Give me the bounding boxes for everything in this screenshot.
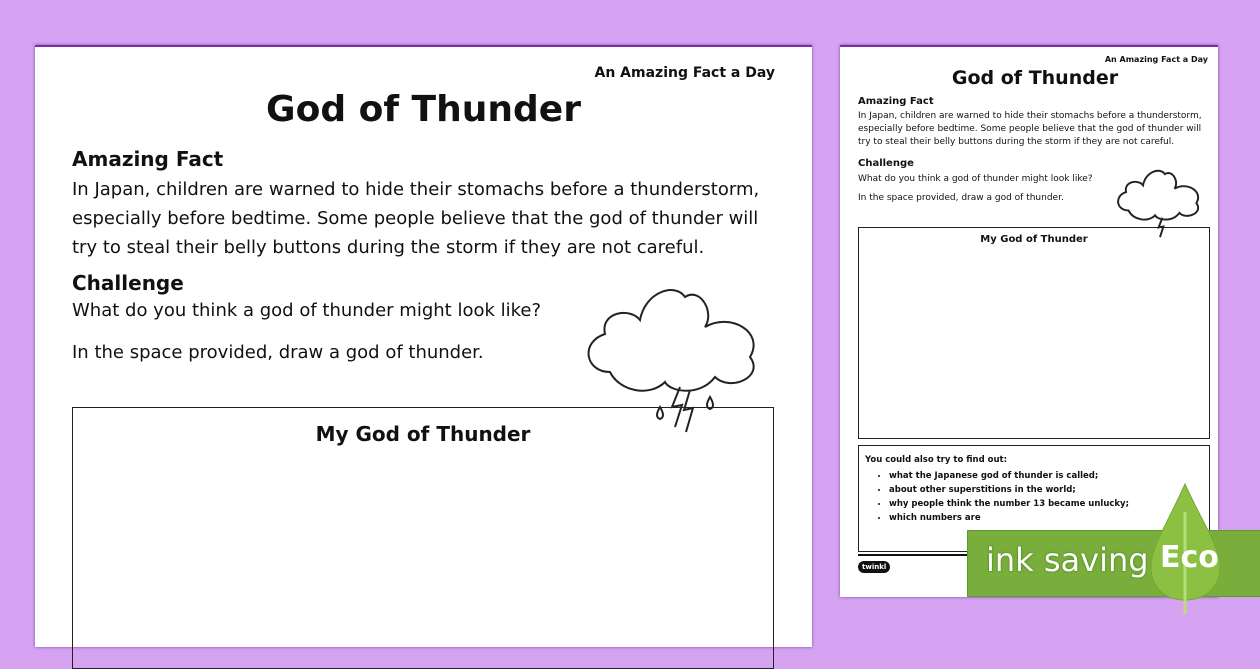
fact-text: In Japan, children are warned to hide their stomachs before a thunderstorm, especially before bedtime. Some people believe that the god of thunder will try to steal their belly buttons during the storm if they are not careful.: [858, 111, 1202, 147]
challenge-question: What do you think a god of thunder might look like?: [72, 300, 542, 321]
ink-saving-text: ink saving: [986, 541, 1149, 579]
challenge-task: In the space provided, draw a god of thunder.: [72, 342, 484, 363]
page-title: God of Thunder: [951, 67, 1119, 89]
challenge-heading: Challenge: [858, 158, 914, 169]
challenge-heading: Challenge: [72, 271, 184, 295]
challenge-question: What do you think a god of thunder might look like?: [858, 174, 1093, 184]
list-item: • about other superstitions in the world;: [889, 485, 1209, 495]
list-item: • why people think the number 13 became unlucky;: [889, 499, 1209, 509]
extra-heading: You could also try to find out:: [865, 455, 1007, 465]
drawing-box-title: My God of Thunder: [315, 422, 531, 446]
page-title: God of Thunder: [266, 89, 581, 130]
challenge-task: In the space provided, draw a god of thunder.: [858, 193, 1064, 203]
series-label: An Amazing Fact a Day: [594, 65, 775, 81]
eco-label: Eco: [1160, 540, 1219, 575]
list-item: • which numbers are: [889, 513, 1209, 523]
fact-text: In Japan, children are warned to hide their stomachs before a thunderstorm, especially before bedtime. Some people believe that the god of thunder will try to steal their belly buttons during the storm if they are not careful.: [72, 179, 760, 258]
list-item: • what the Japanese god of thunder is called;: [889, 471, 1209, 481]
fact-heading: Amazing Fact: [858, 96, 934, 107]
fact-heading: Amazing Fact: [72, 147, 224, 171]
series-label: An Amazing Fact a Day: [1104, 55, 1208, 64]
worksheet-large: [35, 45, 812, 647]
drawing-box-title: My God of Thunder: [980, 234, 1088, 245]
drawing-box[interactable]: [858, 227, 1210, 439]
twinkl-logo: twinkl: [858, 561, 890, 573]
